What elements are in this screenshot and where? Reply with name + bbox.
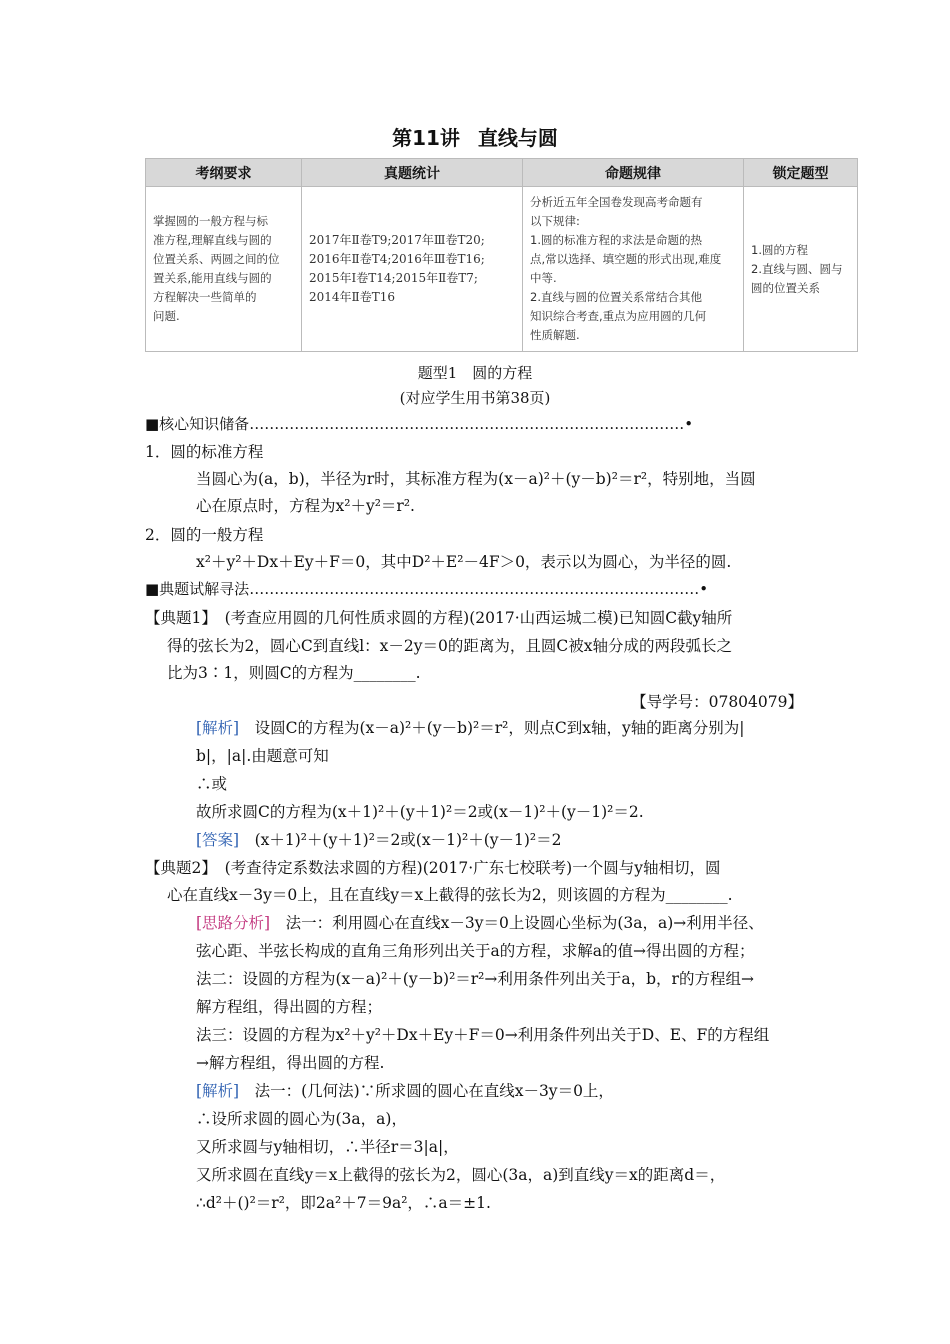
text-line: 准方程,理解直线与圆的 [153,233,272,247]
text-line: 又所求圆在直线y＝x上截得的弦长为2，圆心(3a，a)到直线y＝x的距离d＝， [196,1166,726,1184]
text-line: 以下规律: [530,214,580,228]
text-line: x²＋y²＋Dx＋Ey＋F＝0，其中D²＋E²－4F＞0，表示以为圆心，为半径的圆. [196,553,732,571]
text-line: 又所求圆与y轴相切，∴半径r＝3|a|， [196,1138,459,1156]
text-line: 位置关系、两圆之间的位 [153,252,280,266]
text-line: 点,常以选择、填空题的形式出现,难度 [530,252,722,266]
header-types: 锁定题型 [744,159,858,187]
cell-rules [523,187,744,352]
text-line: 掌握圆的一般方程与标 [153,214,268,228]
answer-tag: [答案] [196,831,240,849]
text-line: b|，|a|.由题意可知 [196,747,329,765]
text-line: 2015年Ⅰ卷T14;2015年Ⅱ卷T7; [309,271,478,285]
knowledge-item-2: 2．圆的一般方程 [145,526,264,544]
text-span: (考查待定系数法求圆的方程)(2017·广东七校联考)一个圆与y轴相切，圆 [209,859,721,877]
text-line: 解方程组，得出圆的方程； [196,998,383,1016]
text-line: 比为3∶1，则圆C的方程为________. [167,664,421,682]
text-span: 法一：利用圆心在直线x－3y＝0上设圆心坐标为(3a，a)→利用半径、 [270,914,764,932]
text-line: 2016年Ⅱ卷T4;2016年Ⅲ卷T16; [309,252,485,266]
example-tag: 【典题2】 [145,859,210,877]
knowledge-item-1: 1．圆的标准方程 [145,443,264,461]
exam-info-table [145,158,858,352]
section-label: ■核心知识储备 [145,415,250,433]
text-line: 性质解题. [530,328,580,342]
text-line: 方程解决一些简单的 [153,290,257,304]
text-line: →解方程组，得出圆的方程. [196,1054,385,1072]
text-line: ∴或 [196,775,228,793]
thinking-tag: [思路分析] [196,914,271,932]
text-line: 问题. [153,309,180,323]
text-line: 1.圆的标准方程的求法是命题的热 [530,233,702,247]
text-line: 故所求圆C的方程为(x＋1)²＋(y＋1)²＝2或(x－1)²＋(y－1)²＝2. [196,803,644,821]
type-heading: 题型1 圆的方程 [417,364,533,382]
guide-number: 【导学号：07804079】 [631,693,803,711]
text-line: 分析近五年全国卷发现高考命题有 [530,195,703,209]
section-label: ■典题试解寻法 [145,580,250,598]
text-span: 设圆C的方程为(x－a)²＋(y－b)²＝r²，则点C到x轴，y轴的距离分别为| [239,719,745,737]
text-span: (考查应用圆的几何性质求圆的方程)(2017·山西运城二模)已知圆C截y轴所 [209,609,733,627]
text-line: 当圆心为(a，b)，半径为r时，其标准方程为(x－a)²＋(y－b)²＝r²，特别地，当圆 [196,470,756,488]
example-tag: 【典题1】 [145,609,210,627]
text-line: 得的弦长为2，圆心C到直线l：x－2y＝0的距离为，且圆C被x轴分成的两段弧长之 [167,637,733,655]
analysis-tag: [解析] [196,719,240,737]
cell-stats [302,187,523,352]
analysis-tag: [解析] [196,1082,240,1100]
text-line: 1.圆的方程 [751,242,808,257]
text-line: 置关系,能用直线与圆的 [153,271,272,285]
text-line: 2014年Ⅱ卷T16 [309,290,395,304]
text-line: 中等. [530,271,557,285]
text-line: ∴d²＋()²＝r²，即2a²＋7＝9a²，∴a＝±1. [196,1194,491,1212]
header-rules: 命题规律 [523,159,744,187]
lecture-topic: 直线与圆 [477,126,558,150]
text-line: 2017年Ⅱ卷T9;2017年Ⅲ卷T20; [309,233,485,247]
text-line: 2.直线与圆的位置关系常结合其他 [530,290,702,304]
solution-2-line [196,1079,614,1101]
text-line: 知识综合考查,重点为应用圆的几何 [530,309,707,323]
table-header-row [146,159,858,187]
example-2-line [145,856,720,878]
text-line: 弦心距、半弦长构成的直角三角形列出关于a的方程，求解a的值→得出圆的方程； [196,942,755,960]
table-row [146,187,858,352]
cell-types [744,187,858,352]
solution-1-line [196,716,744,738]
example-1-line [145,606,732,628]
header-requirements: 考纲要求 [146,159,302,187]
lecture-number: 第11讲 [392,126,460,150]
text-line: 圆的位置关系 [751,280,820,295]
text-line: 心在直线x－3y＝0上，且在直线y＝x上截得的弦长为2，则该圆的方程为________. [167,886,733,904]
type-subheading: (对应学生用书第38页) [399,389,551,407]
page-title [0,122,950,151]
section-example-methods: ■典题试解寻法………………………………………………………………………………• [145,580,709,598]
section-core-knowledge: ■核心知识储备……………………………………………………………………………• [145,415,694,433]
text-line: 心在原点时，方程为x²＋y²＝r². [196,497,415,515]
thinking-line [196,911,764,933]
text-span: (x＋1)²＋(y＋1)²＝2或(x－1)²＋(y－1)²＝2 [239,831,562,849]
text-line: 法二：设圆的方程为(x－a)²＋(y－b)²＝r²→利用条件列出关于a，b，r的方程组→ [196,970,754,988]
text-line: ∴设所求圆的圆心为(3a，a)， [196,1110,407,1128]
text-span: 法一：(几何法)∵所求圆的圆心在直线x－3y＝0上， [239,1082,614,1100]
text-line: 2.直线与圆、圆与 [751,261,843,276]
answer-line [196,828,562,850]
header-stats: 真题统计 [302,159,523,187]
text-line: 法三：设圆的方程为x²＋y²＋Dx＋Ey＋F＝0→利用条件列出关于D、E、F的方程组 [196,1026,770,1044]
cell-requirements [146,187,302,352]
